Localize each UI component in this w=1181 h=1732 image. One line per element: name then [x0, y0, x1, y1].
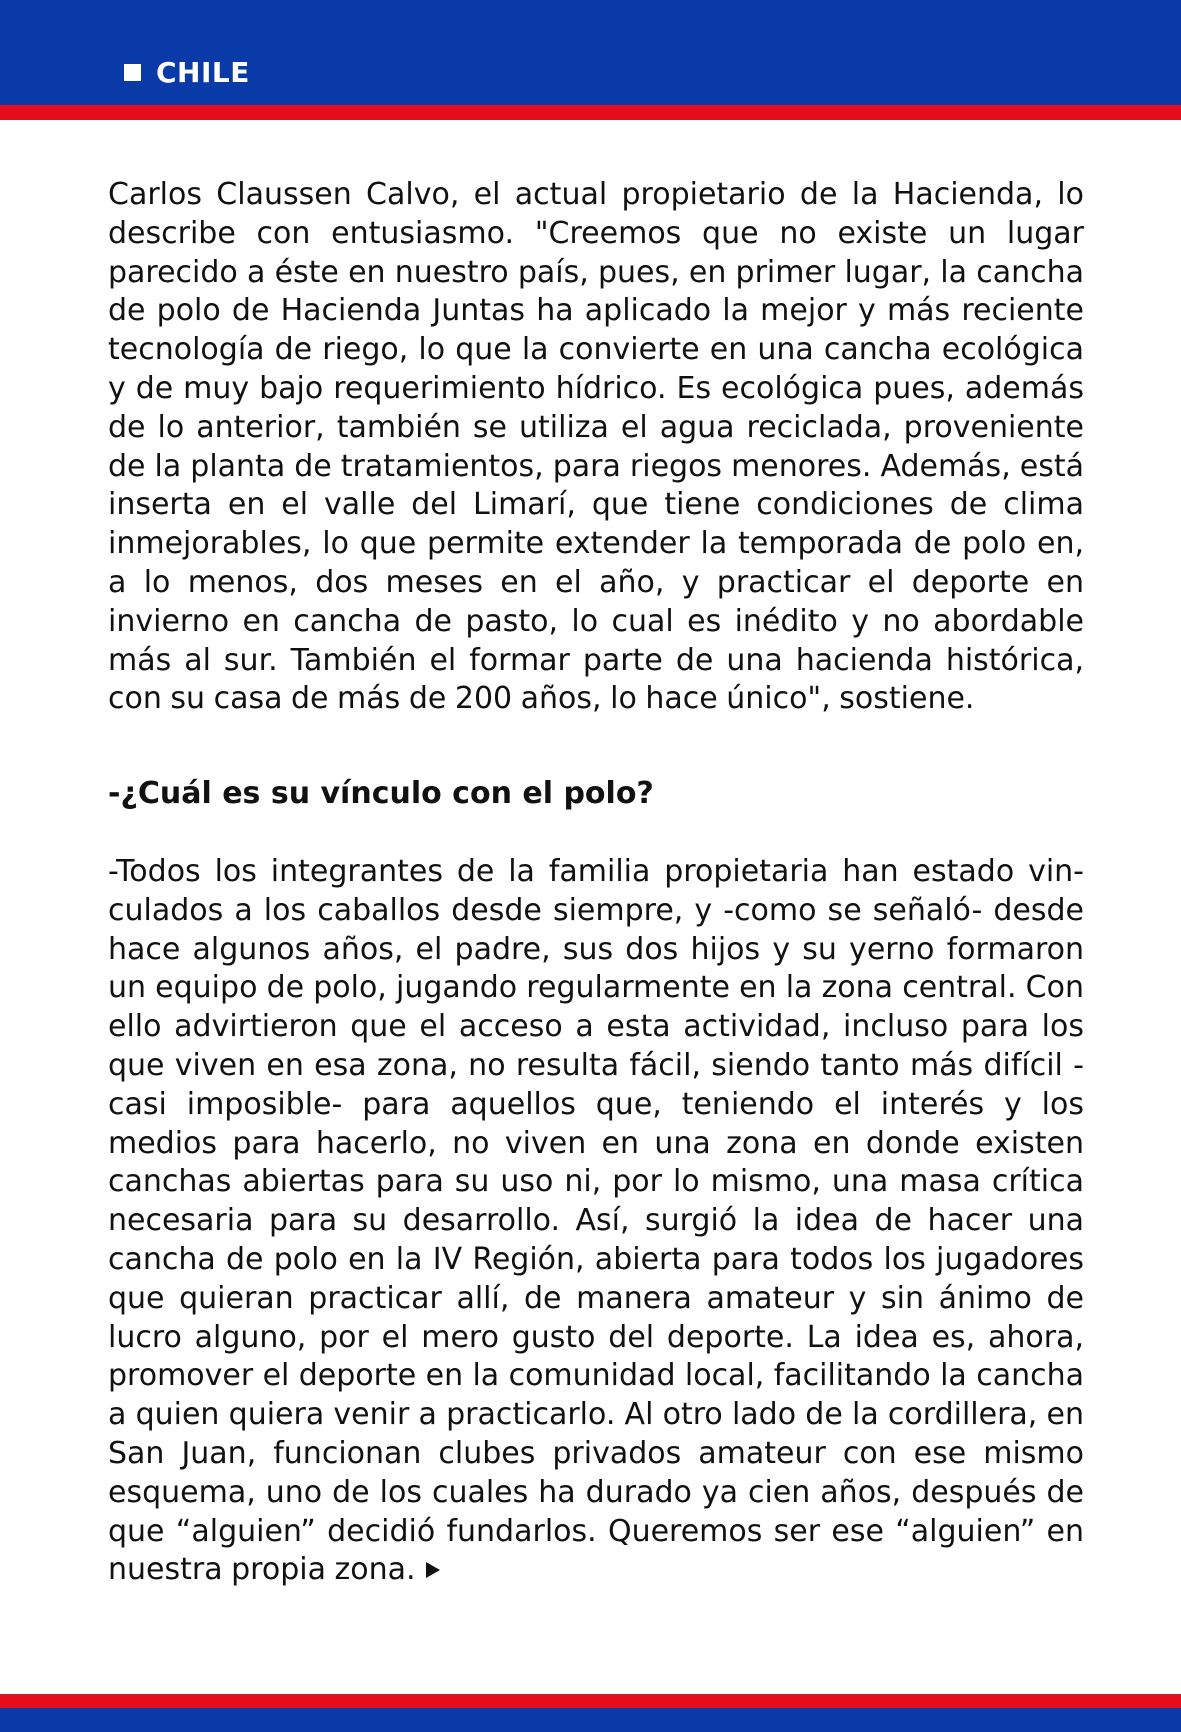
paragraph-2 [108, 853, 1084, 1590]
interview-question: -¿Cuál es su vínculo con el polo? [108, 776, 654, 812]
article-body [108, 176, 1084, 1590]
header-stripe [0, 105, 1181, 120]
paragraph-2-text: -Todos los integrantes de la familia propietaria han estado vinculados a los caballos desde siempre, y -como se señaló- desde hace algunos años, el padre, sus dos hijos y su yerno formaron un equipo de polo, jugando regularmente en la zona central. Con ello advirtieron que el acceso a esta actividad, incluso para los que viven en esa zona, no resulta fácil, siendo tanto más difícil -casi imposible- para aquellos que, teniendo el interés y los medios para hacerlo, no viven en una zona en donde existen canchas abiertas para su uso ni, por lo mismo, una masa crítica necesaria para su desarrollo. Así, surgió la idea de hacer una cancha de polo en la IV Región, abierta para todos los jugadores que quieran practicar allí, de manera amateur y sin ánimo de lucro alguno, por el mero gusto del deporte. La idea es, ahora, promover el deporte en la comunidad local, facilitando la cancha a quien quiera venir a practicarlo. Al otro lado de la cordillera, en San Juan, funcionan clubes privados amateur con ese mismo esquema, uno de los cuales ha durado ya cien años, después de que “alguien” decidió fundarlos. Queremos ser ese “alguien” en nuestra propia zona. [108, 853, 1084, 1588]
square-bullet-icon [124, 64, 141, 81]
section-label [124, 50, 250, 94]
paragraph-1: Carlos Claussen Calvo, el actual propietario de la Hacienda, lo describe con entusiasmo. "Creemos que no existe un lugar parecido a éste en nuestro país, pues, en primer lugar, la cancha de polo de Hacienda Juntas ha aplicado la mejor y más reciente tecnología de riego, lo que la convierte en una cancha ecológica y de muy bajo requerimiento hídrico. Es ecológica pues, además de lo anterior, también se utiliza el agua reciclada, proveniente de la planta de tratamientos, para riegos menores. Además, está inserta en el valle del Limarí, que tiene condiciones de clima inmejorables, lo que permite extender la temporada de polo en, a lo menos, dos meses en el año, y practicar el deporte en invierno en cancha de pasto, lo cual es inédito y no abordable más al sur. También el formar parte de una hacienda histórica, con su casa de más de 200 años, lo hace único", sostiene. [108, 177, 1084, 717]
section-title: CHILE [156, 55, 250, 89]
triangle-end-marker-icon [426, 1562, 440, 1578]
footer-stripe [0, 1694, 1181, 1708]
footer-bar [0, 1708, 1181, 1732]
